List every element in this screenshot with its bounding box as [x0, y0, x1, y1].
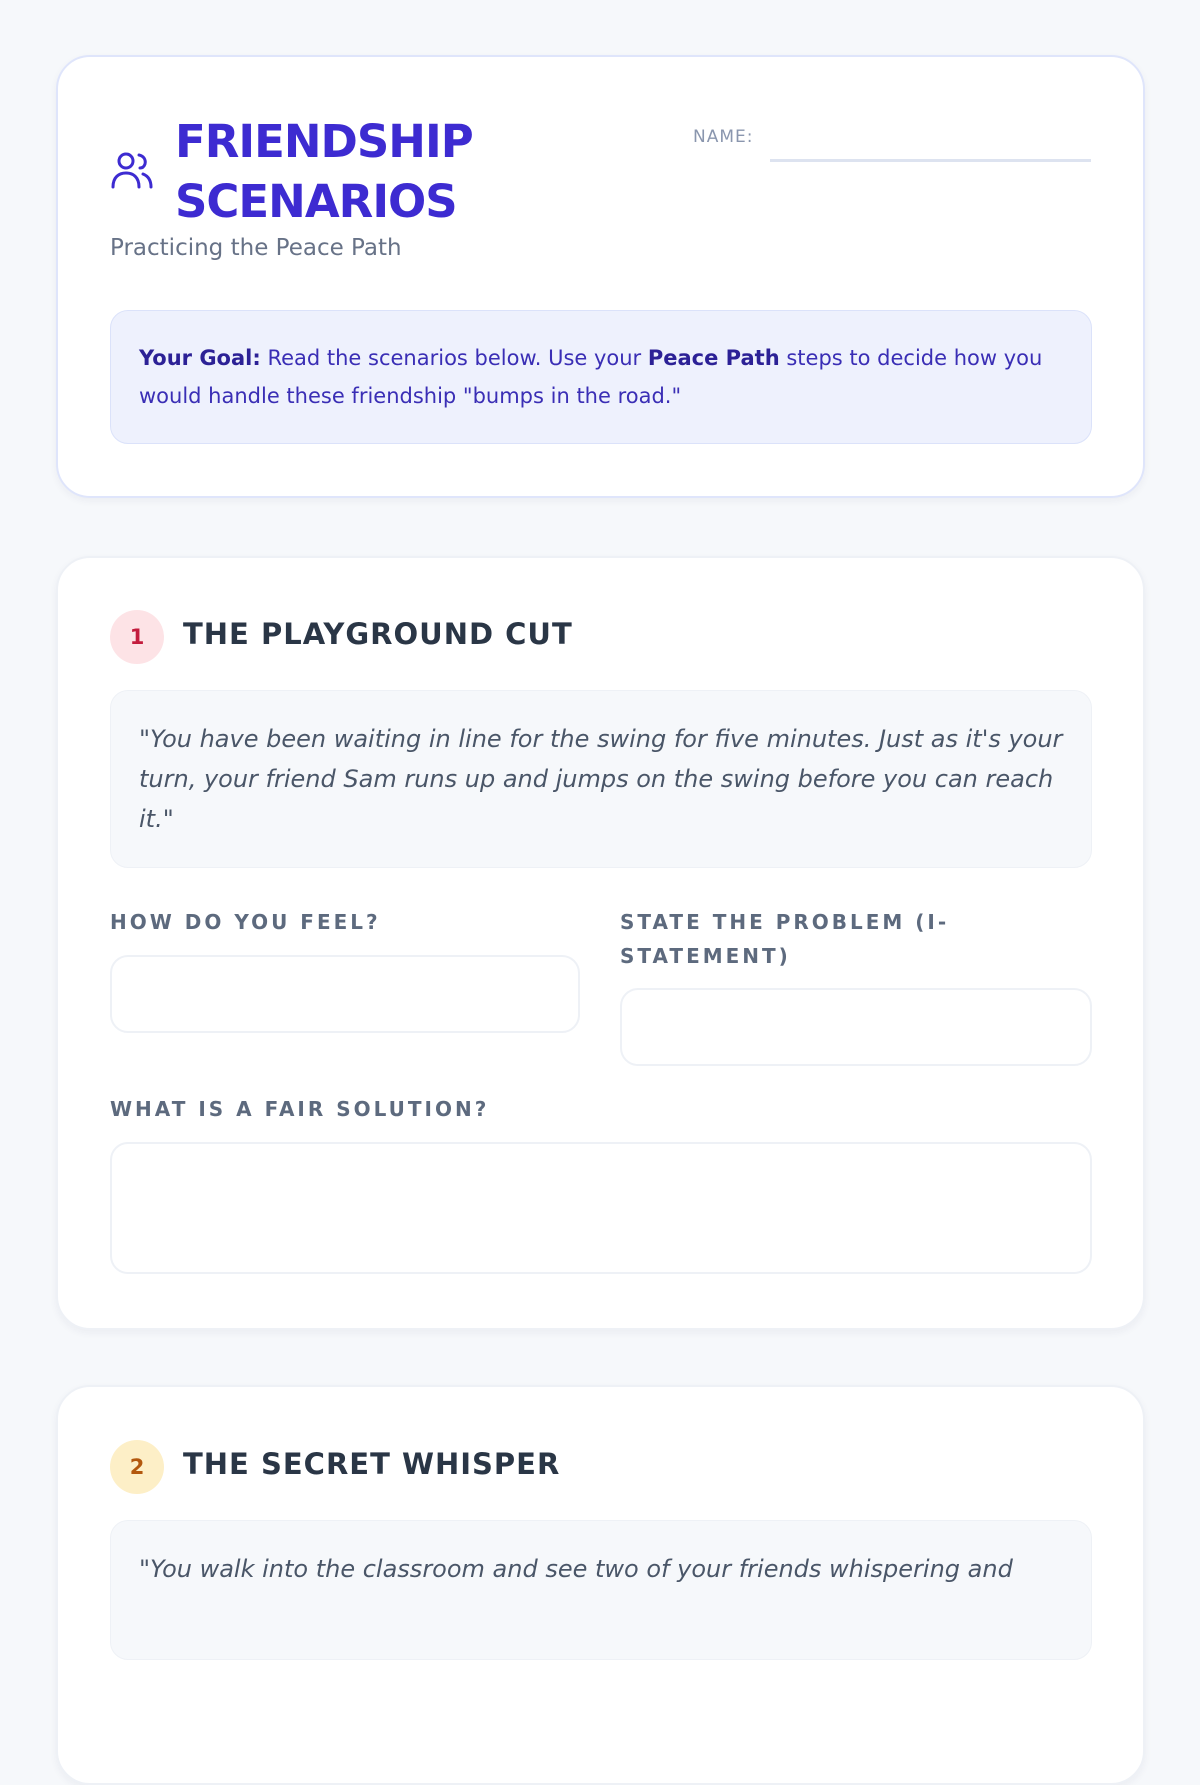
name-input[interactable]	[770, 120, 1091, 162]
page-title-line1: FRIENDSHIP	[175, 115, 473, 168]
scenario-quote: "You have been waiting in line for the swing for five minutes. Just as it's your turn, your friend Sam runs up and jumps on the swing before you can reach it."	[110, 690, 1092, 868]
scenario-number-badge: 2	[110, 1440, 164, 1494]
users-icon	[110, 150, 154, 190]
name-label: NAME:	[693, 127, 754, 147]
scenario-number-badge: 1	[110, 610, 164, 664]
scenario-title: THE SECRET WHISPER	[183, 1447, 561, 1481]
goal-lead: Your Goal:	[139, 346, 261, 370]
problem-input[interactable]	[620, 988, 1092, 1066]
problem-label: STATE THE PROBLEM (I-STATEMENT)	[620, 910, 950, 968]
solution-input[interactable]	[110, 1142, 1092, 1274]
feel-label: HOW DO YOU FEEL?	[110, 910, 381, 934]
scenario-quote: "You walk into the classroom and see two of your friends whispering and	[110, 1520, 1092, 1660]
goal-box	[110, 310, 1092, 444]
solution-label: WHAT IS A FAIR SOLUTION?	[110, 1097, 490, 1121]
goal-highlight: Peace Path	[647, 346, 780, 370]
page-subtitle: Practicing the Peace Path	[110, 235, 402, 261]
page-title	[175, 112, 595, 232]
page-title-line2: SCENARIOS	[175, 175, 457, 228]
goal-text-1: Read the scenarios below. Use your	[260, 346, 648, 370]
scenario-title: THE PLAYGROUND CUT	[183, 617, 573, 651]
goal-text-2: steps to decide how you would handle these friendship "bumps in the road."	[139, 346, 1043, 408]
feel-input[interactable]	[110, 955, 580, 1033]
